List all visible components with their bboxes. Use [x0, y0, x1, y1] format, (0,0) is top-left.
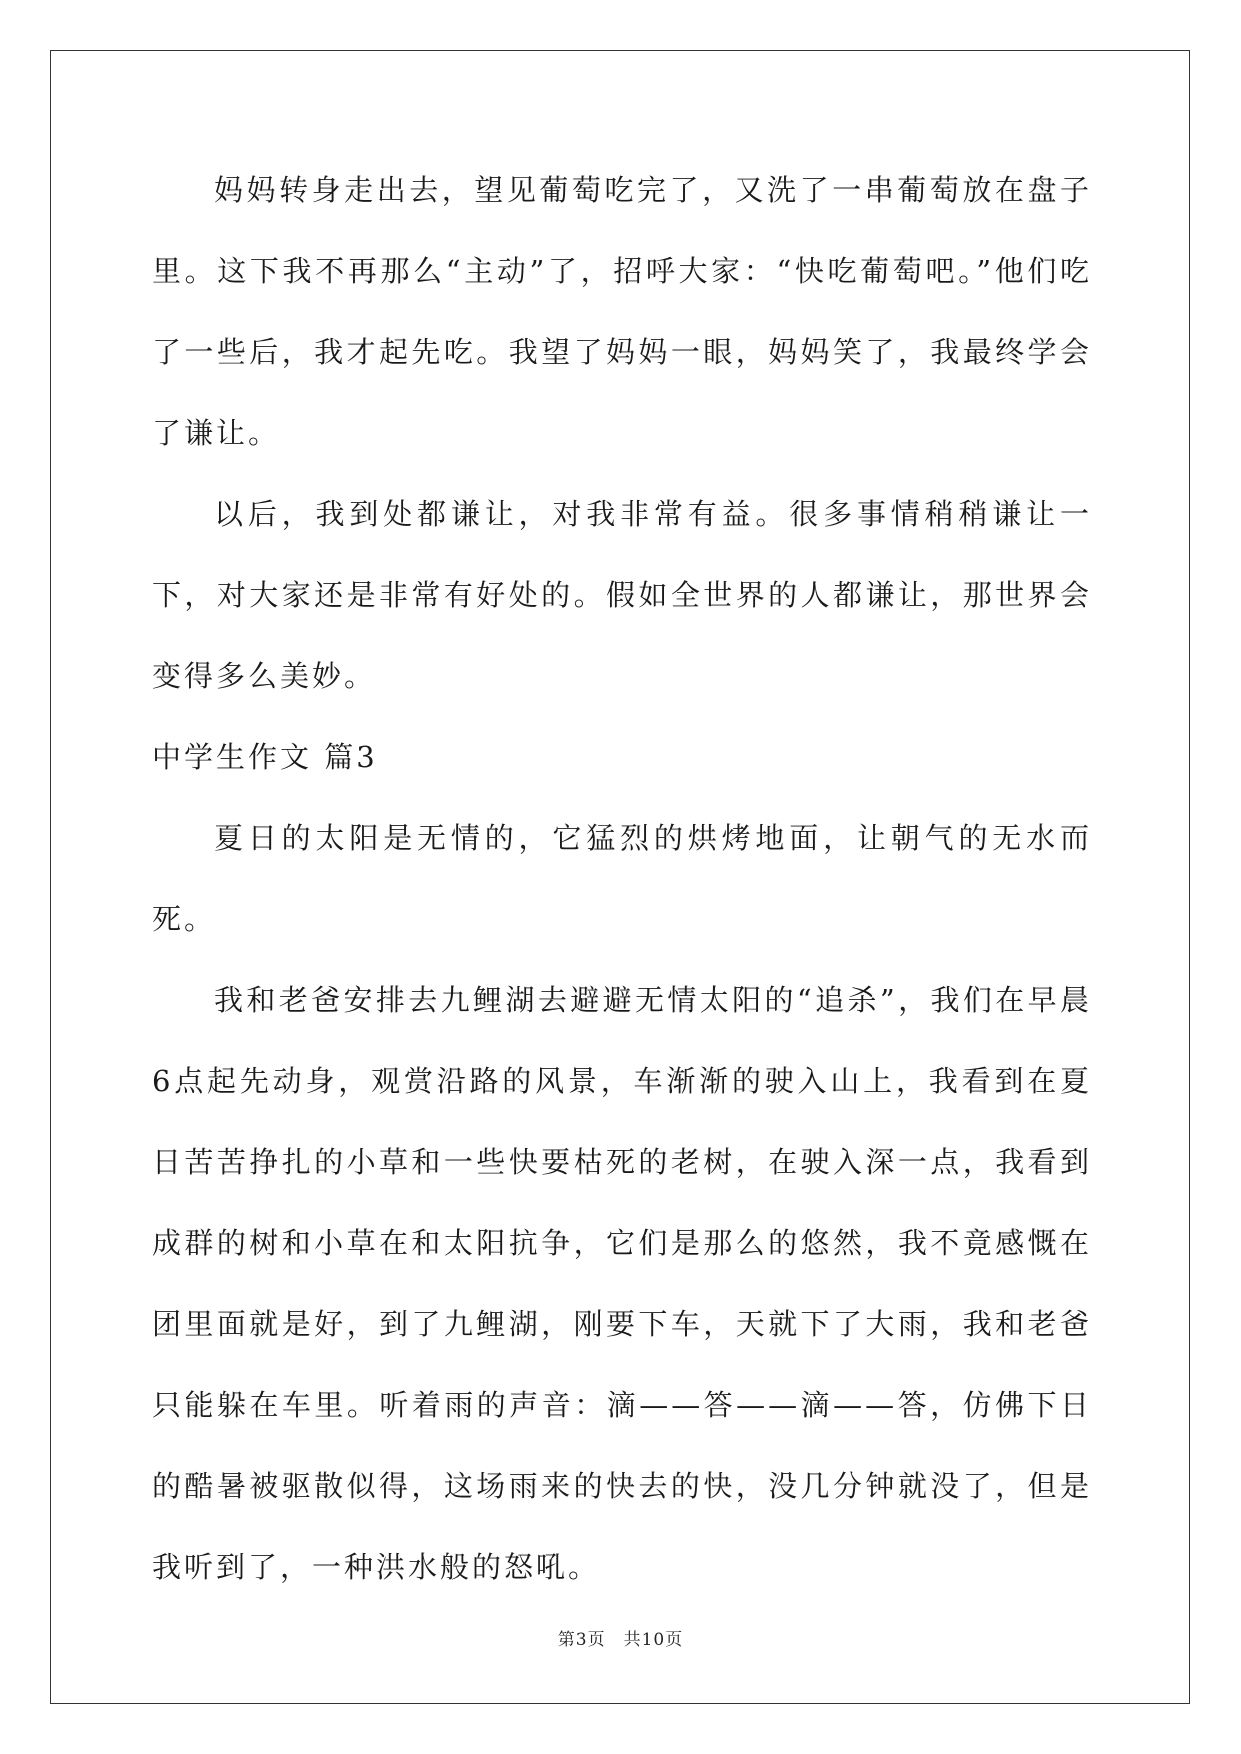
page-footer — [0, 1625, 1241, 1650]
paragraph: 夏日的太阳是无情的，它猛烈的烘烤地面，让朝气的无水而死。 — [152, 821, 1092, 936]
paragraph: 妈妈转身走出去，望见葡萄吃完了，又洗了一串葡萄放在盘子里。这下我不再那么“主动”了，招呼大家：“快吃葡萄吧。”他们吃了一些后，我才起先吃。我望了妈妈一眼，妈妈笑了，我最终学会了谦让。 — [152, 173, 1092, 450]
page-number: 第3页 — [557, 1630, 606, 1650]
paragraph: 以后，我到处都谦让，对我非常有益。很多事情稍稍谦让一下，对大家还是非常有好处的。假如全世界的人都谦让，那世界会变得多么美妙。 — [152, 497, 1092, 693]
section-heading: 中学生作文 篇3 — [152, 740, 378, 774]
page-total: 共10页 — [623, 1630, 684, 1650]
document-body — [152, 150, 1092, 1608]
paragraph: 我和老爸安排去九鲤湖去避避无情太阳的“追杀”，我们在早晨6点起先动身，观赏沿路的风景，车渐渐的驶入山上，我看到在夏日苦苦挣扎的小草和一些快要枯死的老树，在驶入深一点，我看到成群的树和小草在和太阳抗争，它们是那么的悠然，我不竟感慨在团里面就是好，到了九鲤湖，刚要下车，天就下了大雨，我和老爸只能躲在车里。听着雨的声音：滴——答——滴——答，仿佛下日的酷暑被驱散似得，这场雨来的快去的快，没几分钟就没了，但是我听到了，一种洪水般的怒吼。 — [152, 983, 1092, 1584]
